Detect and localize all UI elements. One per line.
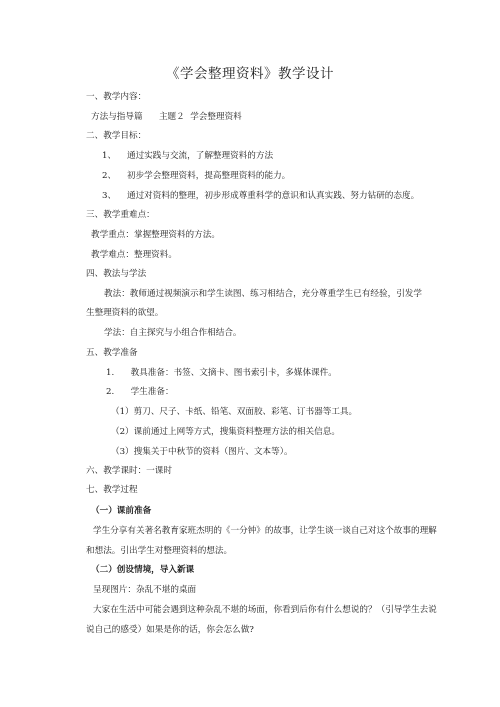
teaching-method-line-2: 生整理资料的欲望。 — [86, 308, 164, 318]
student-prep-item: （2）课前通过上网等方式，搜集资料整理方法的相关信息。 — [111, 427, 340, 437]
section-7-heading: 七、教学过程 — [86, 485, 138, 495]
learning-method: 学法：自主探究与小组合作相结合。 — [104, 328, 242, 338]
student-prep-item: （3）搜集关于中秋节的资料（图片、文本等）。 — [111, 447, 293, 457]
teaching-method-line-1: 教法：教师通过视频演示和学生读图、练习相结合，充分尊重学生已有经验，引发学 — [104, 289, 422, 299]
section-4-heading: 四、教法与学法 — [86, 269, 147, 279]
process-1-heading: （一）课前准备 — [91, 506, 152, 516]
process-2-line-1: 大家在生活中可能会遇到这种杂乱不堪的场面，你看到后你有什么想说的？（引导学生去说 — [93, 605, 437, 615]
key-point: 教学重点：掌握整理资料的方法。 — [91, 230, 220, 240]
prep-item-teacher: 1. 教具准备：书签、文摘卡、图书索引卡，多媒体课件。 — [106, 368, 337, 378]
goal-item: 2、 初步学会整理资料，提高整理资料的能力。 — [102, 171, 291, 181]
process-2-heading: （二）创设情境，导入新课 — [91, 565, 195, 575]
section-1-heading: 一、教学内容： — [86, 92, 147, 102]
student-prep-item: （1）剪刀、尺子、卡纸、铅笔、双面胶、彩笔、订书器等工具。 — [111, 407, 358, 417]
document-title: 《学会整理资料》教学设计 — [166, 66, 334, 82]
section-3-heading: 三、教学重难点： — [86, 210, 155, 220]
process-2-show: 呈现图片：杂乱不堪的桌面 — [93, 585, 197, 595]
difficult-point: 教学难点：整理资料。 — [91, 250, 177, 260]
process-1-line-2: 和想法。引出学生对整理资料的想法。 — [86, 546, 233, 556]
section-6-heading: 六、教学课时：一课时 — [86, 466, 172, 476]
section-2-heading: 二、教学目标： — [86, 131, 147, 141]
goal-item: 3、 通过对资料的整理，初步形成尊重科学的意识和认真实践、努力钻研的态度。 — [102, 191, 420, 201]
process-2-line-2: 说自己的感受）如果是你的话，你会怎么做? — [86, 625, 254, 635]
teaching-content: 方法与指导篇 主题２ 学会整理资料 — [91, 112, 242, 122]
process-1-line-1: 学生分享有关著名教育家班杰明的《一分钟》的故事，让学生谈一谈自己对这个故事的理解 — [93, 526, 437, 536]
section-5-heading: 五、教学准备 — [86, 348, 138, 358]
goal-item: 1、 通过实践与交流，了解整理资料的方法 — [102, 151, 274, 161]
prep-item-student: 2. 学生准备： — [106, 387, 174, 397]
